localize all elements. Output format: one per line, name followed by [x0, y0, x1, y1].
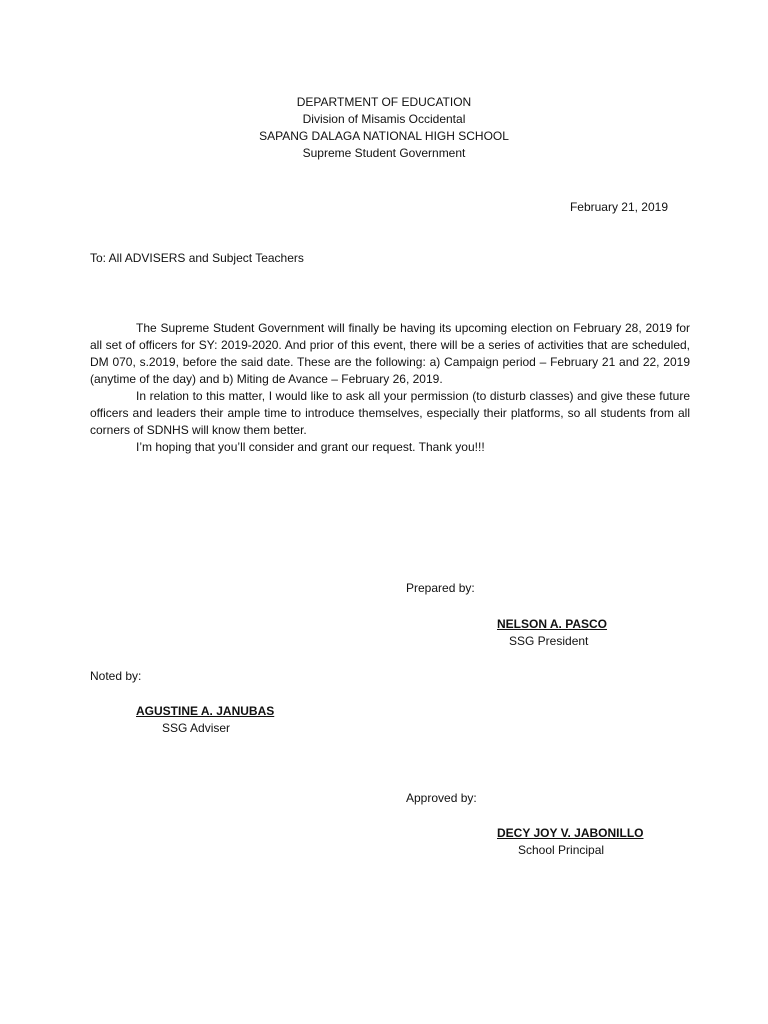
approved-by-name: DECY JOY V. JABONILLO: [497, 826, 644, 840]
header-division: Division of Misamis Occidental: [302, 112, 466, 126]
body-paragraph-1: The Supreme Student Government will finally be having its upcoming election on February 28, 2019 for all set of officers for SY: 2019-2020. And prior of this event, there will be a series of activities that are scheduled, DM 070, s.2019, before the said date. These are the following: a) Campaign period – February 21 and 22, 2019 (anytime of the day) and b) Miting de Avance – February 26, 2019.: [90, 321, 690, 386]
noted-by-title: SSG Adviser: [162, 721, 231, 735]
prepared-by-title: SSG President: [509, 634, 589, 648]
header-school: SAPANG DALAGA NATIONAL HIGH SCHOOL: [259, 129, 509, 143]
body-paragraph-3: I’m hoping that you’ll consider and grant our request. Thank you!!!: [136, 440, 485, 454]
letterhead: [0, 94, 768, 162]
letter-body: [90, 320, 690, 456]
approved-by-label: Approved by:: [406, 791, 477, 805]
letter-date: February 21, 2019: [569, 200, 668, 214]
body-paragraph-2: In relation to this matter, I would like to ask all your permission (to disturb classes) and give these future officers and leaders their ample time to introduce themselves, especially their platforms, so all students from all corners of SDNHS will know them better.: [90, 389, 690, 437]
header-organization: Supreme Student Government: [302, 146, 466, 160]
prepared-by-label: Prepared by:: [406, 581, 475, 595]
approved-by-title: School Principal: [518, 843, 605, 857]
prepared-by-name: NELSON A. PASCO: [497, 617, 608, 631]
addressee: To: All ADVISERS and Subject Teachers: [90, 251, 304, 265]
noted-by-label: Noted by:: [90, 669, 142, 683]
header-department: DEPARTMENT OF EDUCATION: [296, 95, 472, 109]
noted-by-name: AGUSTINE A. JANUBAS: [136, 704, 275, 718]
